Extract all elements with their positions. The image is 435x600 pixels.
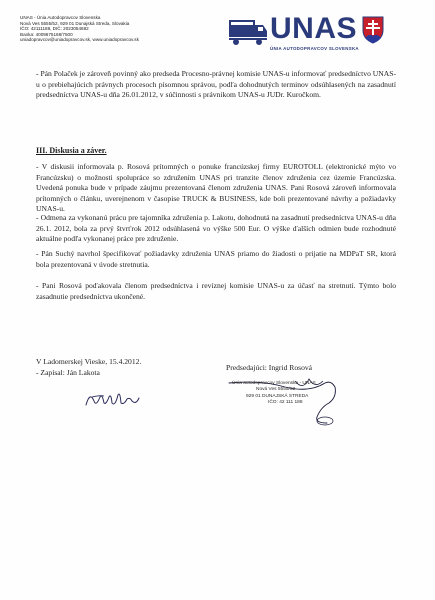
paragraph-2: - V diskusii informovala p. Rosová prítomných o ponuke francúzskej firmy EUROTOLL (elektronické mýto vo Francúzsku) o možnosti spolupráce so združením UNAS pri tranzite členov združenia cez územie Francúzska. Uvedená ponuka bude v prípade záujmu prezentovaná členom združenia UNAS. Pani Rosová zároveň informovala prítomných o článku, uverejnenom v časopise TRUCK & BUSINESS, kde boli prezentované návrhy a požiadavky UNAS-u.: [36, 162, 396, 214]
logo-text: UNAS: [270, 12, 358, 45]
stamp-line: 929 01 DUNAJSKÁ STREDA: [246, 393, 309, 399]
unas-logo: [228, 12, 388, 56]
letterhead-line: IČO: 42111188, DIČ: 2023054682: [20, 26, 89, 32]
letterhead-line: UNAS - Únia Autodopravcov Slovenska: [20, 15, 101, 20]
stamp-line: IČO: 42 111 188: [268, 400, 303, 406]
recorder: - Zapísal: Ján Lakota: [36, 367, 100, 377]
signature-lakota: [82, 383, 142, 413]
letterhead-address: [20, 15, 139, 43]
paragraph-3: - Odmena za vykonanú prácu pre tajomníka združenia p. Lakotu, dohodnutá na zasadnutí predsedníctva UNAS-u dňa 26.1. 2012, bola za prvý štvrťrok 2012 odsúhlasená vo výške 500 Eur. O výške ďalších odmien bude rozhodnuté aktuálne podľa vykonanej práce pre združenie.: [36, 213, 396, 244]
place-date: V Ladomerskej Vieske, 15.4.2012.: [36, 357, 142, 366]
slovak-crest-icon: [362, 16, 384, 44]
stamp-text: [232, 381, 316, 407]
logo-subtitle: ÚNIA AUTODOPRAVCOV SLOVENSKA: [270, 46, 359, 51]
letterhead-line: Banka: 4009675168/7500: [20, 31, 73, 37]
chair: Predsedajúci: Ingrid Rosová: [226, 363, 313, 372]
paragraph-4: - Pán Suchý navrhol špecifikovať požiadavky združenia UNAS priamo do žiadosti o prijatie na MDPaT SR, ktorá bola prezentovaná v úvode stretnutia.: [36, 249, 396, 269]
letterhead-line: Nová Ves 5555/52, 929 01 Dunajská Streda, Slovakia: [20, 20, 130, 26]
paragraph-5: - Pani Rosová poďakovala členom predsedníctva i revíznej komisie UNAS-u za účasť na stretnutí. Týmto bolo zasadnutie predsedníctva ukončené.: [36, 281, 396, 301]
section-heading: III. Diskusia a záver.: [36, 146, 107, 155]
truck-icon: [228, 17, 268, 47]
stamp-line: Únia autodopravcov Slovenska - UNAS: [232, 381, 316, 386]
footer-left: [36, 357, 141, 378]
letterhead-line: uniadopravcov@uniadopravcov.sk, www.uniadopravcov.sk: [20, 37, 139, 43]
stamp-line: Nová Ves 5555/52: [256, 387, 296, 393]
paragraph-1: - Pán Polaček je zároveň povinný ako predseda Procesno-právnej komisie UNAS-u informovať predsedníctvo UNAS-u o prebiehajúcich právnych procesoch písomnou správou, podľa dohodnutých terminov odsúhlasených na zasadnutí predsedníctva UNAS-u dňa 26.01.2012, v súčinnosti s právnikom UNAS-u JUDr. Kuročkom.: [36, 69, 396, 100]
